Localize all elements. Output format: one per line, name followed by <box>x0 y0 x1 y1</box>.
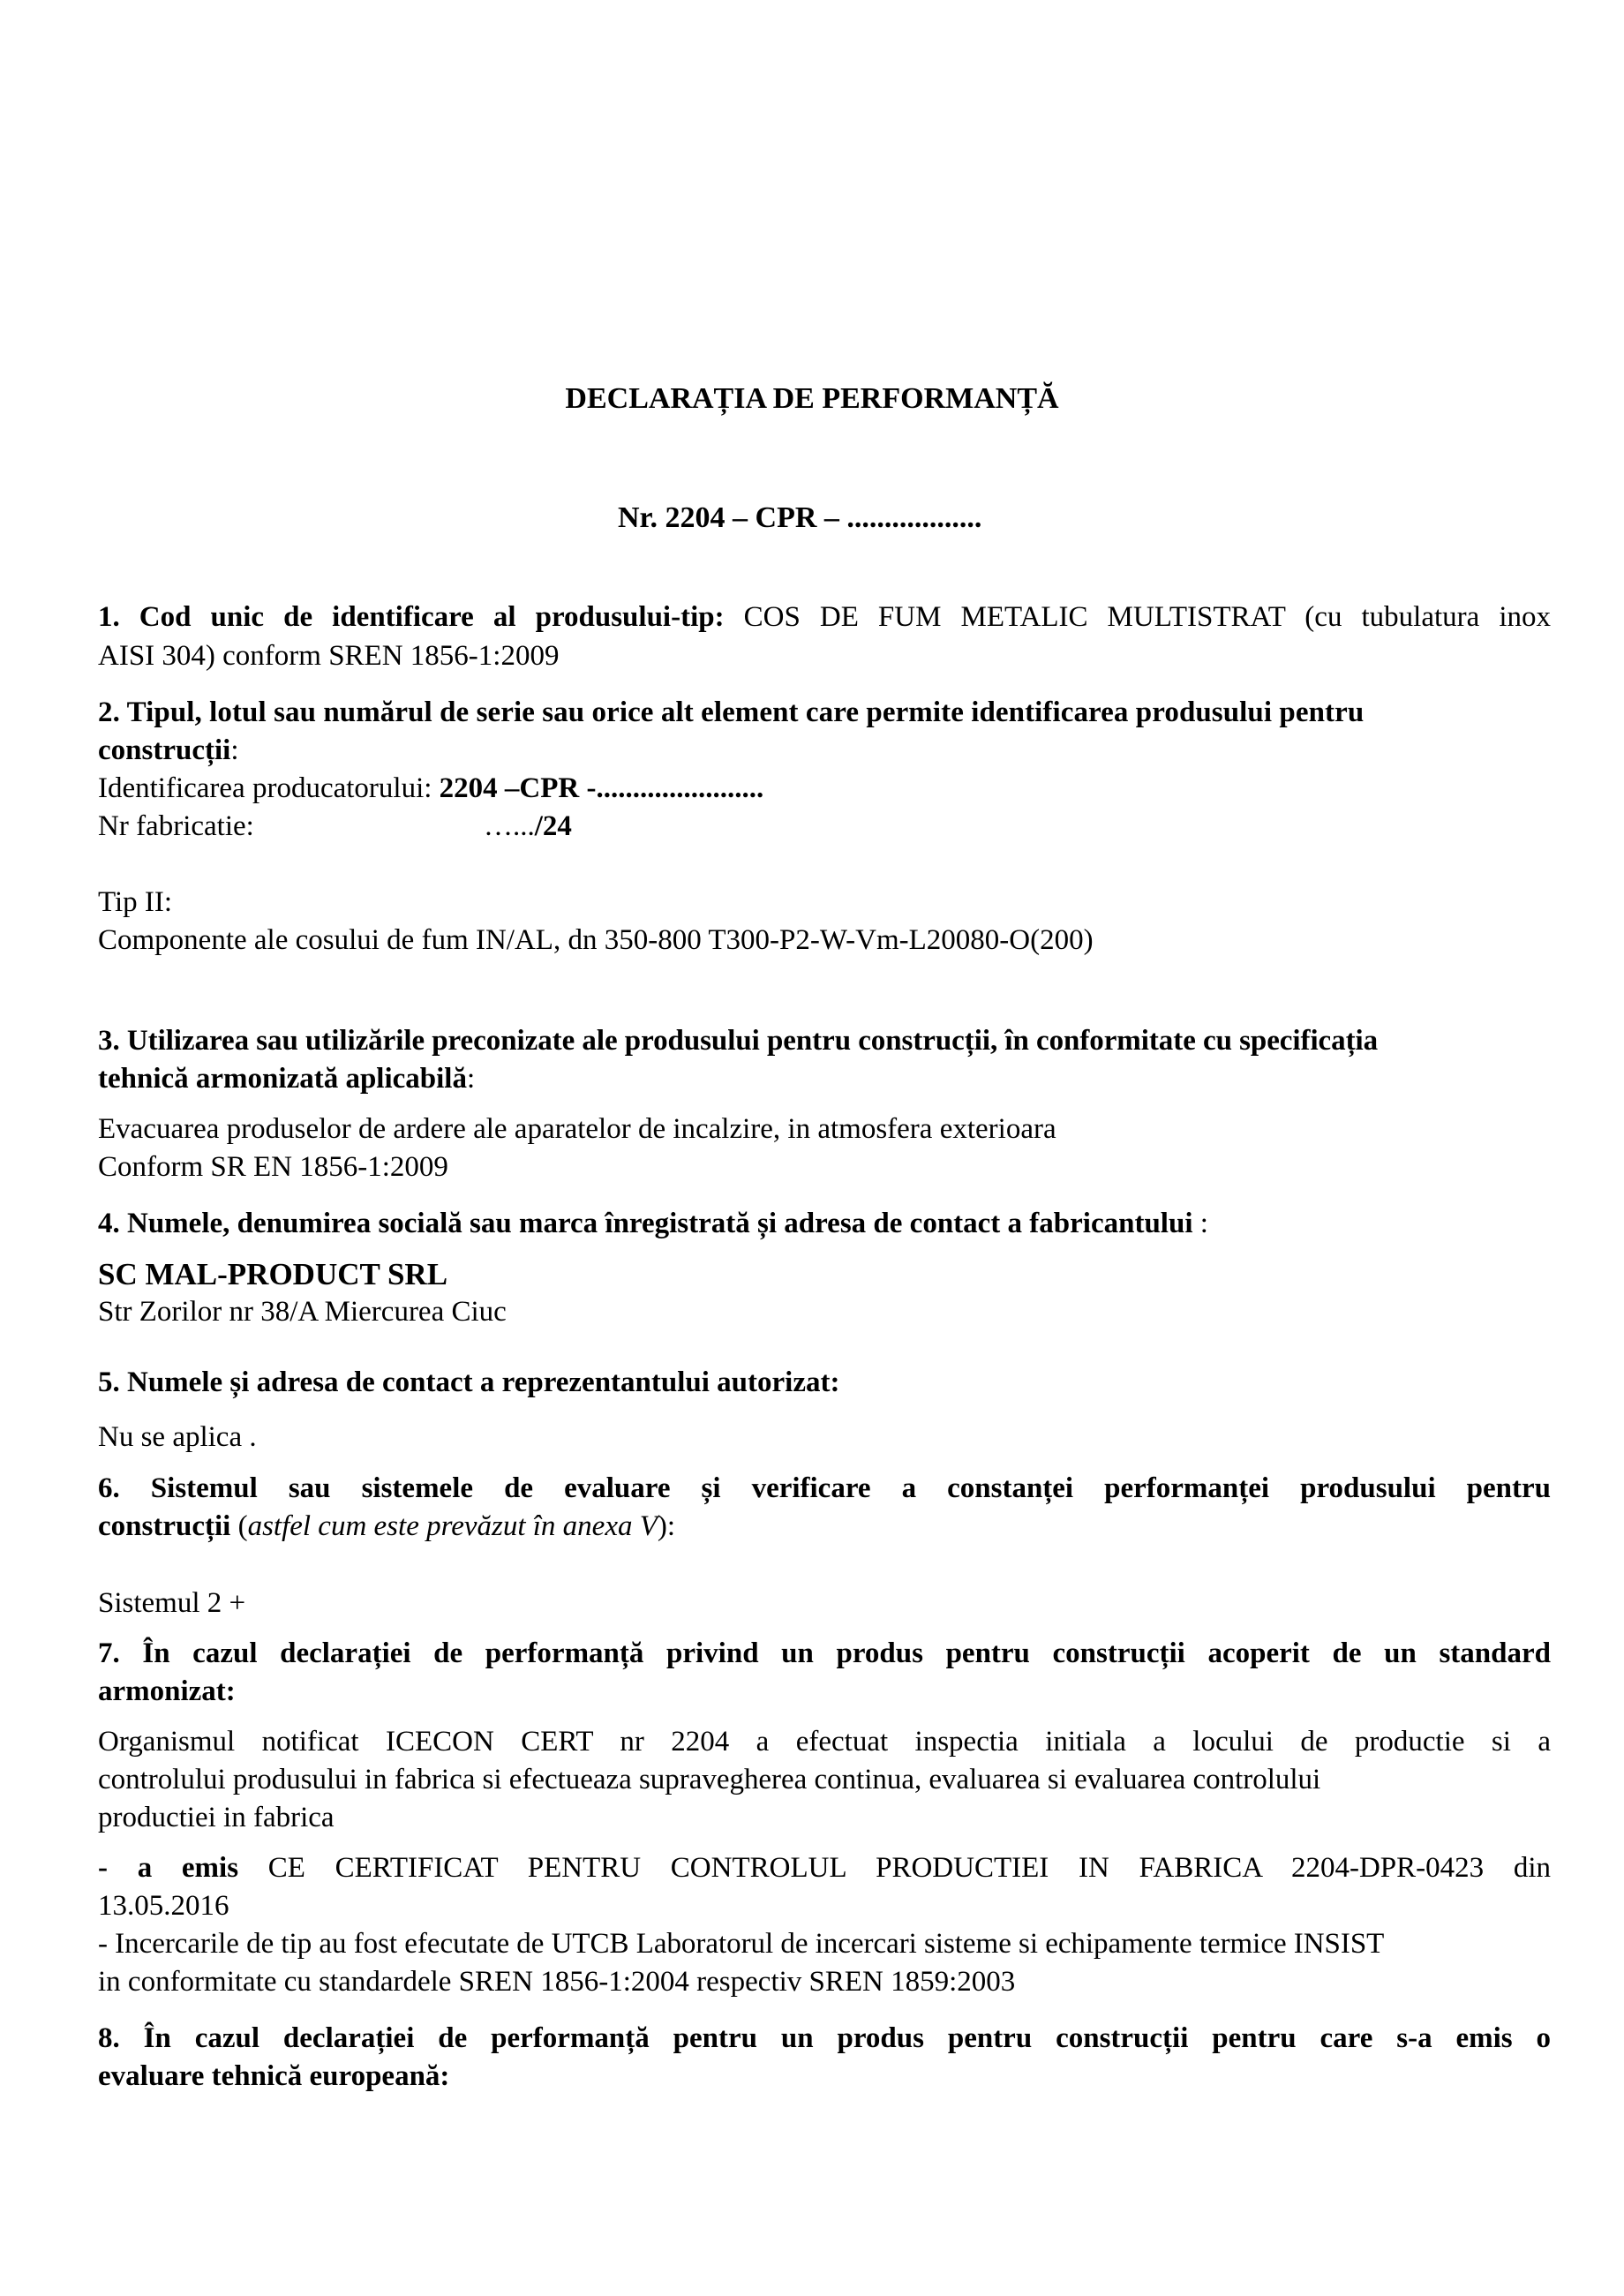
section-8-heading-line-2: evaluare tehnică europeană: <box>98 2060 450 2092</box>
fabrication-number-label: Nr fabricatie: <box>98 810 254 842</box>
fabrication-number-value: ….../24 <box>484 810 572 842</box>
document-number: Nr. 2204 – CPR – .................. <box>618 501 982 534</box>
section-7-paragraph-1-line-3: productiei in fabrica <box>98 1802 335 1833</box>
company-address: Str Zorilor nr 38/A Miercurea Ciuc <box>98 1296 507 1328</box>
section-3-heading-line-2: tehnică armonizată aplicabilă: <box>98 1063 476 1095</box>
section-1-line-2: AISI 304) conform SREN 1856-1:2009 <box>98 640 560 672</box>
section-2-heading-line-2: construcții: <box>98 734 239 766</box>
section-7-paragraph-2-line-2: 13.05.2016 <box>98 1890 229 1922</box>
section-7-paragraph-3-line-2: in conformitate cu standardele SREN 1856-1:2004 respectiv SREN 1859:2003 <box>98 1966 1016 1998</box>
section-3-text-line-1: Evacuarea produselor de ardere ale aparatelor de incalzire, in atmosfera exterioara <box>98 1113 1056 1145</box>
section-3-text-line-2: Conform SR EN 1856-1:2009 <box>98 1151 448 1183</box>
section-1-text: COS DE FUM METALIC MULTISTRAT (cu tubulatura inox <box>724 601 1552 633</box>
company-name: SC MAL-PRODUCT SRL <box>98 1257 448 1291</box>
page-title: DECLARAȚIA DE PERFORMANȚĂ <box>565 382 1059 415</box>
section-7-paragraph-1-line-1: Organismul notificat ICECON CERT nr 2204 a efectuat inspectia initiala a locului de productie si a <box>98 1726 1551 1758</box>
section-6-heading-line-2: construcții (astfel cum este prevăzut în anexa V): <box>98 1510 676 1542</box>
section-7-paragraph-1-line-2: controlului produsului in fabrica si efectueaza supravegherea continua, evaluarea si evaluarea controlului <box>98 1764 1321 1795</box>
section-2-heading-line-1: 2. Tipul, lotul sau numărul de serie sau orice alt element care permite identificarea produsului pentru <box>98 696 1365 728</box>
section-5-text: Nu se aplica . <box>98 1421 257 1453</box>
section-6-heading-line-1: 6. Sistemul sau sistemele de evaluare și verificare a constanței performanței produsului pentru <box>98 1472 1551 1504</box>
section-7-heading-line-1: 7. În cazul declarației de performanță privind un produs pentru construcții acoperit de un standard <box>98 1637 1551 1669</box>
components-text: Componente ale cosului de fum IN/AL, dn 350-800 T300-P2-W-Vm-L20080-O(200) <box>98 924 1094 956</box>
section-5-heading: 5. Numele și adresa de contact a reprezentantului autorizat: <box>98 1366 840 1398</box>
ident-value: 2204 –CPR -....................... <box>439 772 764 804</box>
type-label: Tip II: <box>98 886 173 918</box>
evaluation-system: Sistemul 2 + <box>98 1587 246 1619</box>
section-1-heading: 1. Cod unic de identificare al produsului-tip: <box>98 601 725 633</box>
ident-label: Identificarea producatorului: <box>98 772 440 804</box>
section-8-heading-line-1: 8. În cazul declarației de performanță pentru un produs pentru construcții pentru care s-a emis o <box>98 2022 1551 2054</box>
section-1-line-1 <box>98 598 1551 636</box>
section-7-paragraph-3-line-1: - Incercarile de tip au fost efecutate de UTCB Laboratorul de incercari sisteme si echipamente termice INSIST <box>98 1928 1385 1960</box>
section-7-heading-line-2: armonizat: <box>98 1675 236 1707</box>
manufacturer-identification <box>98 770 763 808</box>
section-4-heading: 4. Numele, denumirea socială sau marca înregistrată și adresa de contact a fabricantului : <box>98 1208 1208 1239</box>
section-7-paragraph-2-line-1: - a emis CE CERTIFICAT PENTRU CONTROLUL PRODUCTIEI IN FABRICA 2204-DPR-0423 din <box>98 1852 1551 1884</box>
section-3-heading-line-1: 3. Utilizarea sau utilizările preconizate ale produsului pentru construcții, în conformitate cu specificația <box>98 1025 1379 1057</box>
